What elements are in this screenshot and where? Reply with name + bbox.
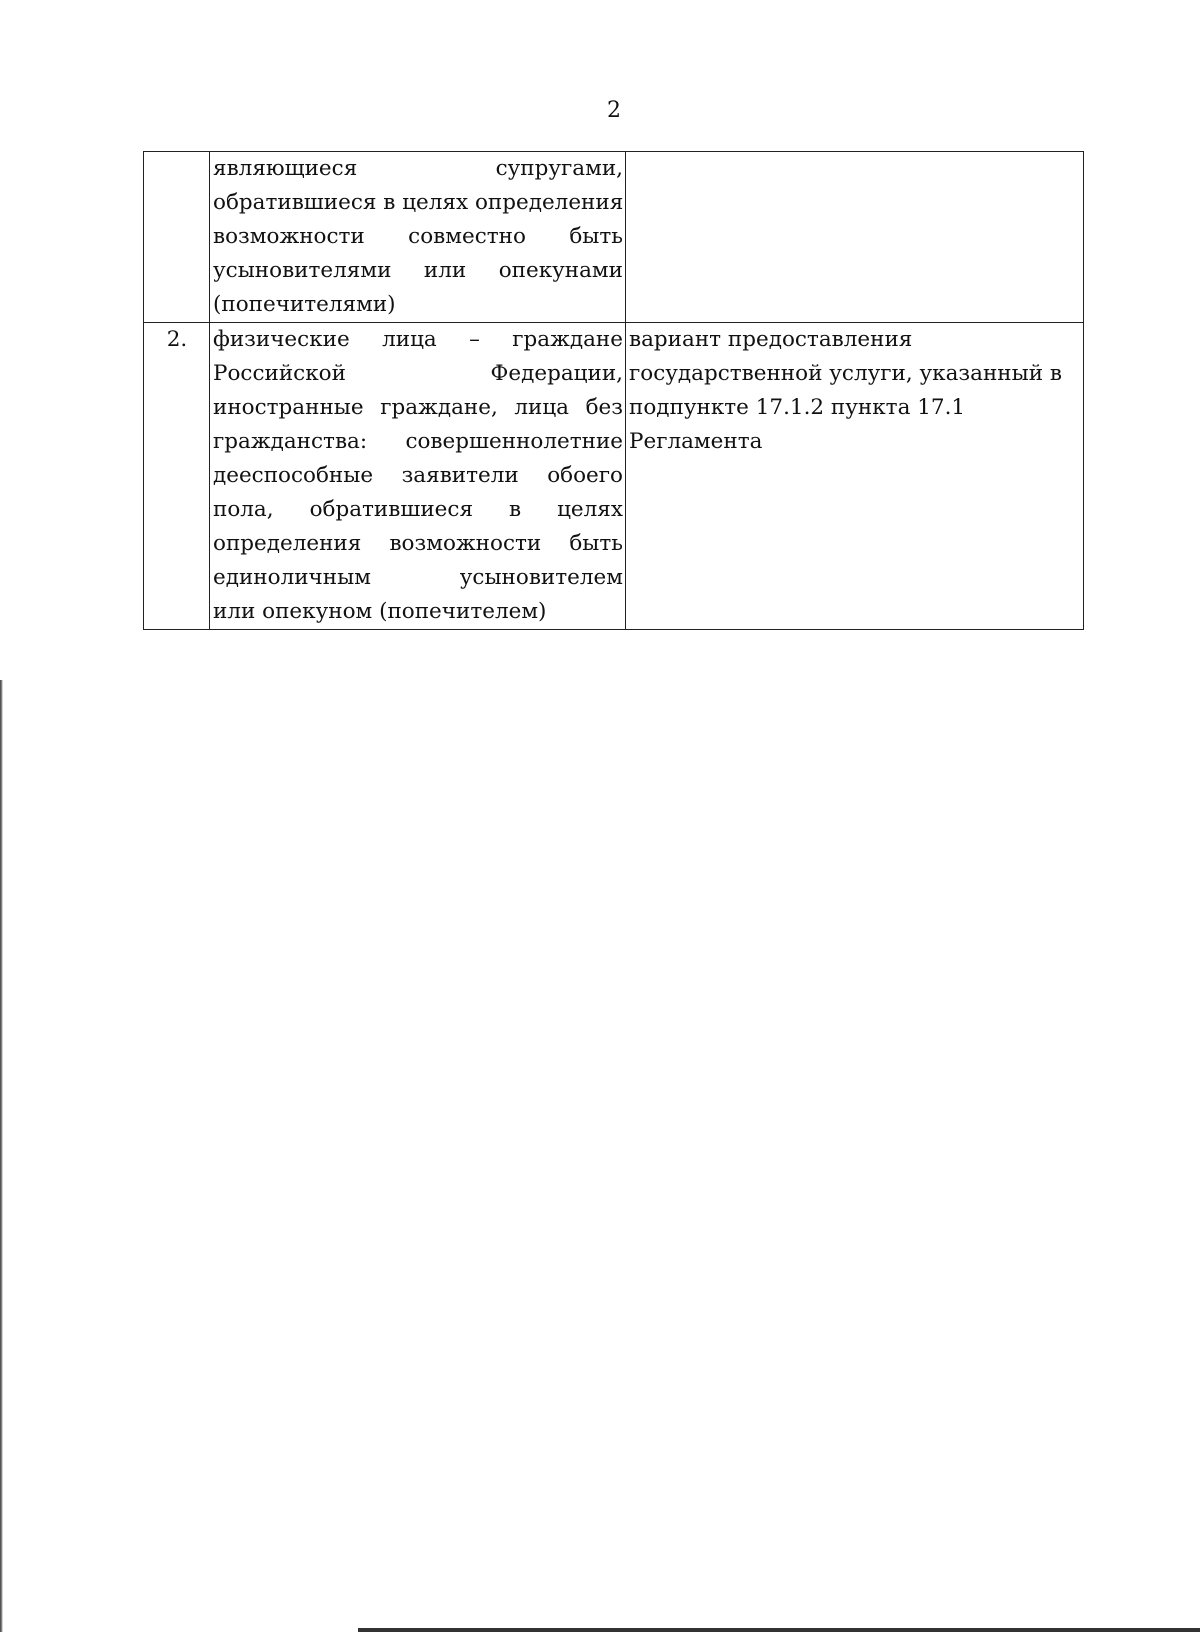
description-line: гражданства: совершеннолетние — [213, 429, 623, 454]
description-line: физические лица – граждане — [213, 327, 623, 352]
scan-bottom-edge — [358, 1628, 1200, 1632]
description-line: дееспособные заявители обоего — [213, 463, 623, 488]
variant-line: Регламента — [629, 429, 763, 454]
table-row — [144, 152, 1084, 323]
service-variant-cell — [626, 152, 1084, 323]
variant-line: подпункте 17.1.2 пункта 17.1 — [629, 395, 966, 420]
description-line: возможности совместно быть — [213, 224, 623, 249]
page-number: 2 — [607, 98, 621, 123]
scan-left-edge — [0, 680, 3, 1632]
description-line: единоличным усыновителем — [213, 565, 623, 590]
description-line: обратившиеся в целях определения — [213, 190, 623, 215]
service-variant-cell — [626, 323, 1084, 630]
applicant-variants-table — [143, 151, 1084, 630]
description-line: определения возможности быть — [213, 531, 623, 556]
applicant-description-cell — [210, 152, 626, 323]
variant-line: вариант предоставления — [629, 327, 913, 352]
table-row — [144, 323, 1084, 630]
description-line: усыновителями или опекунами — [213, 258, 623, 283]
row-number-cell — [144, 152, 210, 323]
description-line: иностранные граждане, лица без — [213, 395, 623, 420]
description-line: (попечителями) — [213, 292, 396, 317]
description-line: являющиеся супругами, — [213, 156, 623, 181]
applicant-description-cell — [210, 323, 626, 630]
description-line: пола, обратившиеся в целях — [213, 497, 623, 522]
description-line: Российской Федерации, — [213, 361, 623, 386]
row-number-cell: 2. — [144, 323, 210, 630]
variant-line: государственной услуги, указанный в — [629, 361, 1063, 386]
description-line: или опекуном (попечителем) — [213, 599, 547, 624]
